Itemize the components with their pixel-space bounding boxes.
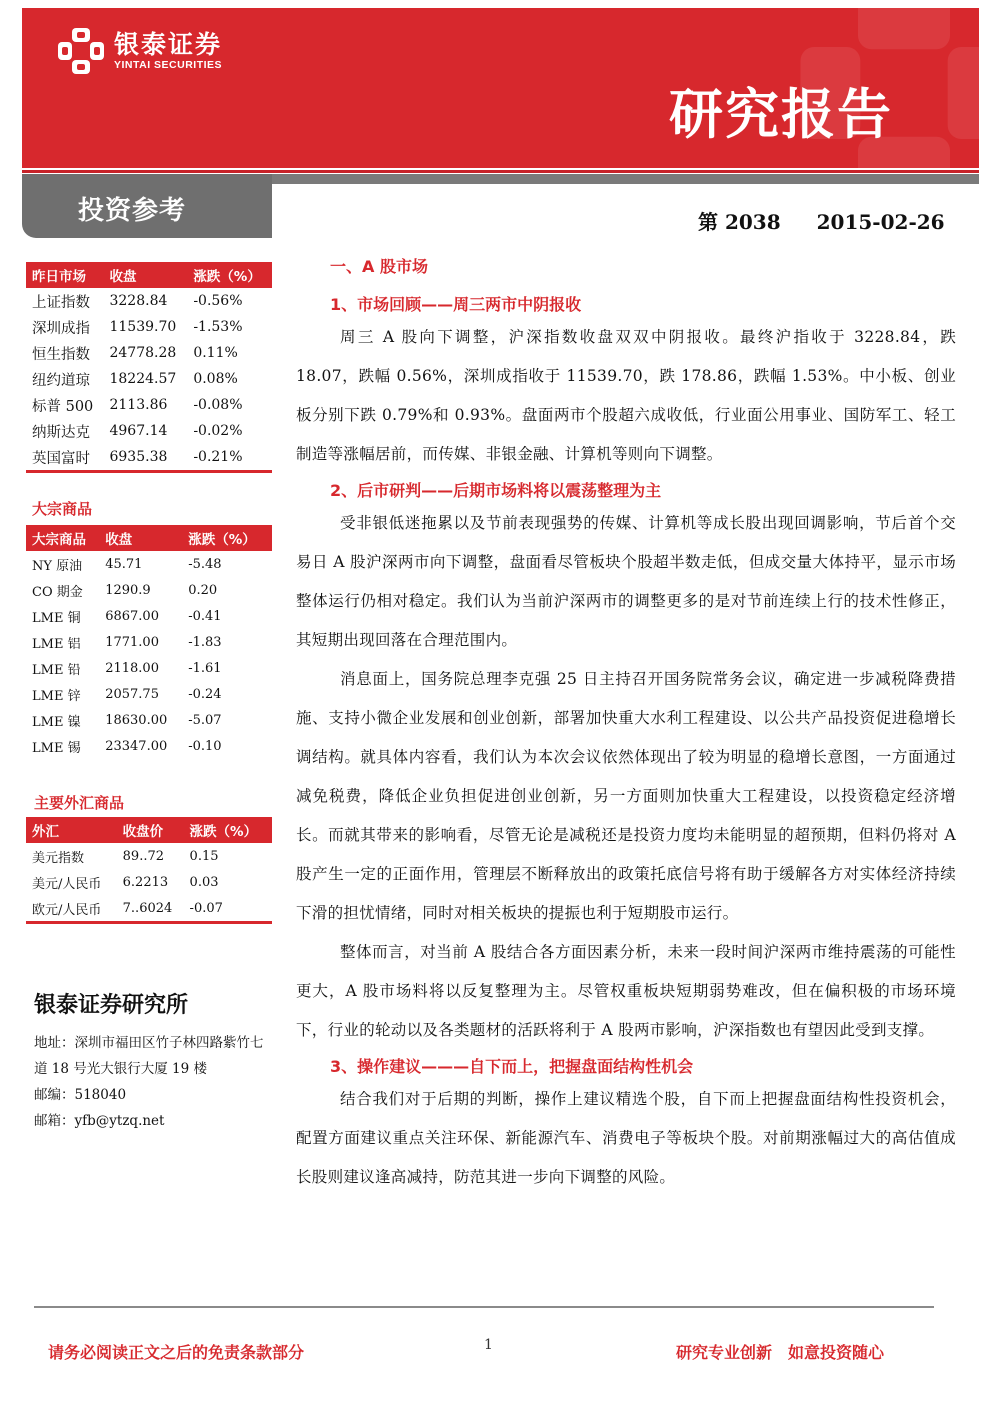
cell: 上证指数: [32, 294, 90, 311]
cell: 0.03: [189, 874, 219, 890]
subsection-title-3: 3、操作建议———自下而上，把握盘面结构性机会: [330, 1057, 694, 1076]
commodities-title: 大宗商品: [32, 500, 93, 518]
cell: -1.61: [188, 660, 222, 676]
subsection-title-2: 2、后市研判——后期市场料将以震荡整理为主: [330, 481, 662, 500]
table-row: [26, 629, 272, 655]
cell: 2113.86: [109, 397, 168, 413]
market-table-block: [26, 262, 272, 473]
cell: -1.83: [188, 634, 222, 650]
footer-slogan: 研究专业创新 如意投资随心: [676, 1343, 885, 1362]
cell: LME 锡: [32, 740, 81, 756]
issue-number: 第 2038: [698, 210, 781, 234]
commodities-header-change: 涨跌（%）: [182, 525, 272, 551]
market-header-name: 昨日市场: [26, 262, 103, 288]
cell: 0.08%: [193, 371, 238, 387]
column-title: 投资参考: [78, 196, 187, 226]
paragraph: 结合我们对于后期的判断，操作上建议精选个股，自下而上把握盘面结构性投资机会，配置方面建议重点关注环保、新能源汽车、消费电子等板块个股。对前期涨幅过大的高估值成长股则建议逢高减持，防范其进一步向下调整的风险。: [296, 1090, 956, 1186]
paragraph: 整体而言，对当前 A 股结合各方面因素分析，未来一段时间沪深两市维持震荡的可能性更大，A 股市场料将以反复整理为主。尽管权重板块短期弱势难改，但在偏积极的市场环境下，行业的轮动以及各类题材的活跃将利于 A 股两市影响，沪深指数也有望因此受到支撑。: [296, 943, 956, 1039]
institute-name: 银泰证券研究所: [34, 993, 189, 1018]
cell: LME 铅: [32, 662, 81, 678]
table-row: [26, 869, 272, 895]
cell: -0.07: [189, 900, 223, 916]
cell: 恒生指数: [32, 346, 90, 363]
cell: CO 期金: [32, 584, 83, 600]
forex-header-change: 涨跌（%）: [184, 817, 272, 843]
cell: 2057.75: [105, 686, 159, 702]
article: [296, 254, 956, 1197]
page-number: 1: [484, 1337, 493, 1353]
cell: 0.20: [188, 582, 218, 598]
cell: 深圳成指: [32, 320, 90, 337]
cell: -0.41: [188, 608, 222, 624]
table-row: [26, 551, 272, 577]
table-row: [26, 366, 272, 392]
footer-divider: [34, 1306, 934, 1308]
cell: 6935.38: [109, 449, 168, 465]
commodities-table: [26, 525, 272, 759]
subsection-title-1: 1、市场回顾——周三两市中阴报收: [330, 295, 582, 314]
institute-email: 邮箱：yfb@ytzq.net: [34, 1113, 165, 1129]
cell: -5.48: [188, 556, 222, 572]
paragraph: 消息面上，国务院总理李克强 25 日主持召开国务院常务会议，确定进一步减税降费措施、支持小微企业发展和创业创新，部署加快重大水利工程建设、以公共产品投资促进稳增长调结构。就具体内容看，我们认为本次会议依然体现出了较为明显的稳增长意图，一方面通过减免税费，降低企业负担促进创业创新，另一方面则加快重大工程建设，以投资稳定经济增长。而就其带来的影响看，尽管无论是减税还是投资力度均未能明显的超预期，但料仍将对 A 股产生一定的正面作用，管理层不断释放出的政策托底信号将有助于缓解各方对实体经济持续下滑的担忧情绪，同时对相关板块的提振也利于短期股市运行。: [296, 670, 956, 922]
yintai-logo-icon: [56, 26, 106, 76]
brand-name-en: YINTAI SECURITIES: [114, 59, 223, 71]
header-divider: [22, 170, 979, 173]
table-row: [26, 418, 272, 444]
market-header-change: 涨跌（%）: [187, 262, 272, 288]
cell: 标普 500: [32, 398, 94, 415]
cell: -1.53%: [193, 319, 243, 335]
forex-header-close: 收盘价: [117, 817, 184, 843]
cell: 纳斯达克: [32, 424, 90, 441]
table-row: [26, 843, 272, 869]
table-row: [26, 895, 272, 921]
cell: 2118.00: [105, 660, 159, 676]
cell: LME 铜: [32, 610, 81, 626]
table-row: [26, 681, 272, 707]
forex-header-name: 外汇: [26, 817, 117, 843]
forex-title: 主要外汇商品: [34, 794, 125, 812]
cell: -0.21%: [193, 449, 243, 465]
cell: 英国富时: [32, 450, 90, 467]
commodities-header-name: 大宗商品: [26, 525, 99, 551]
institute-contact: [34, 1030, 274, 1134]
table-row: [26, 707, 272, 733]
forex-table: [26, 817, 272, 921]
cell: LME 锌: [32, 688, 81, 704]
table-row: [26, 733, 272, 759]
table-bottom-rule: [26, 470, 272, 473]
cell: -0.10: [188, 738, 222, 754]
institute-postcode: 邮编：518040: [34, 1087, 127, 1103]
cell: -0.56%: [193, 293, 243, 309]
header-banner: [22, 8, 979, 168]
forex-block: [26, 792, 272, 924]
cell: 纽约道琼: [32, 372, 90, 389]
table-row: [26, 392, 272, 418]
cell: LME 镍: [32, 714, 81, 730]
cell: 1290.9: [105, 582, 151, 598]
company-logo: [56, 26, 222, 76]
cell: 89..72: [122, 848, 165, 864]
cell: 23347.00: [105, 738, 168, 754]
cell: -0.08%: [193, 397, 243, 413]
brand-name-cn: 银泰证券: [114, 30, 223, 59]
table-row: [26, 314, 272, 340]
commodities-header-close: 收盘: [99, 525, 182, 551]
institute-address: 地址：深圳市福田区竹子林四路紫竹七道 18 号光大银行大厦 19 楼: [34, 1035, 264, 1077]
footer-disclaimer: 请务必阅读正文之后的免责条款部分: [48, 1343, 305, 1362]
cell: -5.07: [188, 712, 222, 728]
cell: 3228.84: [109, 293, 168, 309]
cell: 1771.00: [105, 634, 159, 650]
cell: 18630.00: [105, 712, 168, 728]
cell: 24778.28: [109, 345, 177, 361]
cell: 美元指数: [32, 850, 85, 866]
table-row: [26, 655, 272, 681]
table-row: [26, 340, 272, 366]
cell: 7..6024: [122, 900, 173, 916]
table-bottom-rule: [26, 921, 272, 924]
paragraph: 周三 A 股向下调整，沪深指数收盘双双中阴报收。最终沪指收于 3228.84，跌 18.07，跌幅 0.56%，深圳成指收于 11539.70，跌 178.86，跌幅 1.53%。中小板、创业板分别下跌 0.79%和 0.93%。盘面两市个股超六成收低，行业面公用事业、国防军工、轻工制造等涨幅居前，而传媒、非银金融、计算机等则向下调整。: [296, 328, 956, 463]
report-type-title: 研究报告: [669, 83, 893, 146]
table-row: [26, 577, 272, 603]
commodities-block: [26, 498, 272, 759]
cell: LME 铝: [32, 636, 81, 652]
cell: 4967.14: [109, 423, 168, 439]
issue-info: [698, 206, 945, 235]
cell: 6867.00: [105, 608, 159, 624]
market-header-close: 收盘: [103, 262, 187, 288]
cell: 11539.70: [109, 319, 177, 335]
cell: 美元/人民币: [32, 876, 102, 892]
column-tab: [22, 174, 272, 238]
cell: 0.15: [189, 848, 219, 864]
cell: 6.2213: [122, 874, 169, 890]
table-row: [26, 444, 272, 470]
table-row: [26, 288, 272, 314]
cell: NY 原油: [32, 558, 83, 574]
paragraph: 受非银低迷拖累以及节前表现强势的传媒、计算机等成长股出现回调影响，节后首个交易日 A 股沪深两市向下调整，盘面看尽管板块个股超半数走低，但成交量大体持平，显示市场整体运行仍相对稳定。我们认为当前沪深两市的调整更多的是对节前连续上行的技术性修正，其短期出现回落在合理范围内。: [296, 514, 956, 649]
table-row: [26, 603, 272, 629]
issue-date: 2015-02-26: [816, 210, 945, 234]
section-heading: 一、A 股市场: [330, 257, 428, 276]
cell: -0.02%: [193, 423, 243, 439]
cell: 欧元/人民币: [32, 902, 102, 918]
cell: -0.24: [188, 686, 222, 702]
cell: 45.71: [105, 556, 143, 572]
cell: 18224.57: [109, 371, 177, 387]
market-table: [26, 262, 272, 470]
cell: 0.11%: [193, 345, 238, 361]
